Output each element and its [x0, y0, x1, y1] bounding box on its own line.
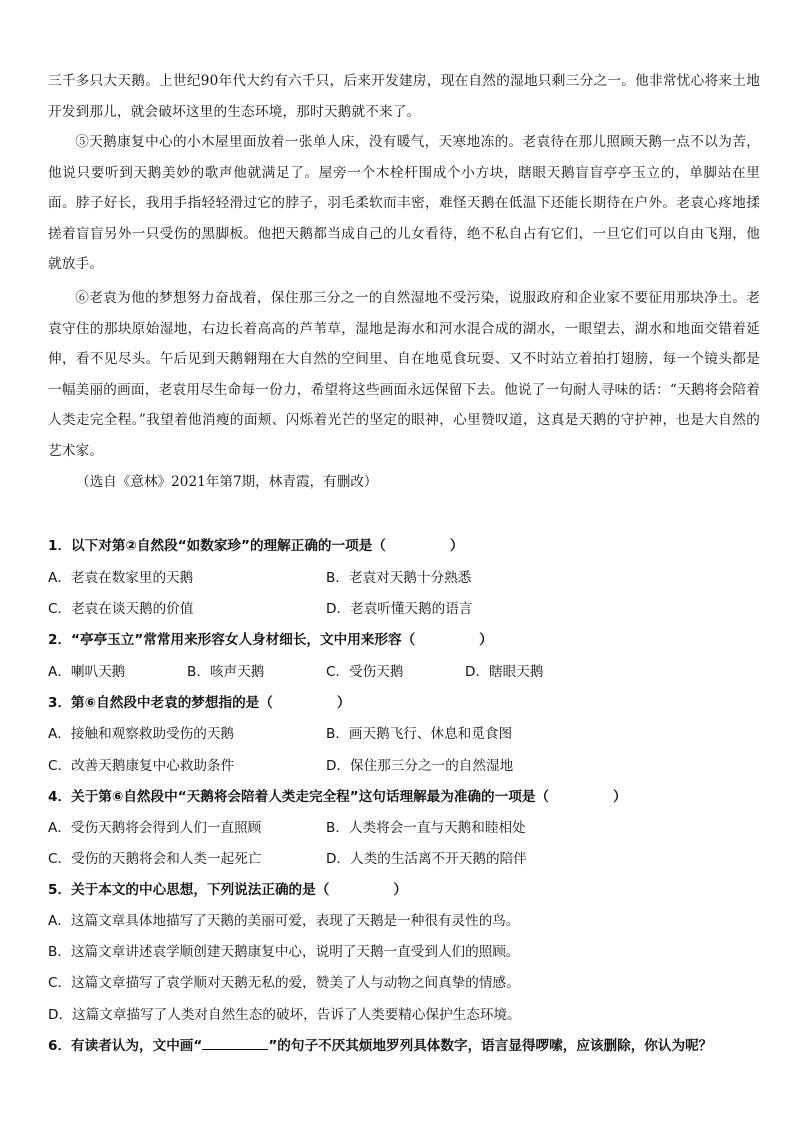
question-1-stem [48, 534, 768, 558]
question-2-option-c[interactable]: C．受伤天鹅 [326, 664, 404, 680]
question-1-option-a[interactable]: A．老袁在数家里的天鹅 [48, 570, 194, 586]
question-1-stem-close: ） [449, 538, 464, 554]
question-5-option-a[interactable]: A．这篇文章具体地描写了天鹅的美丽可爱，表现了天鹅是一种很有灵性的鸟。 [48, 913, 520, 929]
article-paragraph-4-continued: 三千多只大天鹅。上世纪90年代大约有六千只，后来开发建房，现在自然的湿地只剩三分之一。他非常忧心将来土地开发到那儿，就会破坏这里的生态环境，那时天鹅就不来了。 [48, 73, 760, 120]
article-paragraph-6: ⑥老袁为他的梦想努力奋战着，保住那三分之一的自然湿地不受污染，说服政府和企业家不要征用那块净土。老袁守住的那块原始湿地，右边长着高高的芦苇草，湿地是海水和河水混合成的湖水，一眼望去，湖水和地面交错着延伸，看不见尽头。午后见到天鹅翱翔在大自然的空间里、自在地觅食玩耍、又不时站立着拍打翅膀，每一个镜头都是一幅美丽的画面，老袁用尽生命每一份力，希望将这些画面永远保留下去。他说了一句耐人寻味的话：“天鹅将会陪着人类走完全程。”我望着他消瘦的面颊、闪烁着光芒的坚定的眼神，心里赞叹道，这真是天鹅的守护神，也是大自然的艺术家。 [48, 290, 760, 459]
article-paragraph-5: ⑤天鹅康复中心的小木屋里面放着一张单人床，没有暖气，天寒地冻的。老袁待在那儿照顾天鹅一点不以为苦，他说只要听到天鹅美妙的歌声他就满足了。屋旁一个木栓杆围成个小方块，瞎眼天鹅盲盲亭亭玉立的，单脚站在里面。脖子好长，我用手指轻轻滑过它的脖子，羽毛柔软而丰密，难怪天鹅在低温下还能长期待在户外。老袁心疼地揉搓着盲盲另外一只受伤的黑脚板。他把天鹅都当成自己的儿女看待，绝不私自占有它们，一旦它们可以自由飞翔，他就放手。 [48, 134, 760, 272]
question-5-option-b[interactable]: B．这篇文章讲述袁学顺创建天鹅康复中心，说明了天鹅一直受到人们的照顾。 [48, 944, 520, 960]
question-5-stem [48, 878, 768, 902]
question-3-option-b[interactable]: B．画天鹅飞行、休息和觅食图 [326, 726, 513, 742]
question-5-option-c[interactable]: C．这篇文章描写了袁学顺对天鹅无私的爱，赞美了人与动物之间真挚的情感。 [48, 975, 520, 991]
article-source: （选自《意林》2021年第7期，林青霞，有删改） [76, 474, 378, 490]
question-1-option-d[interactable]: D．老袁听懂天鹅的语言 [326, 601, 473, 617]
question-4-option-c[interactable]: C．受伤的天鹅将会和人类一起死亡 [48, 851, 262, 867]
question-4-option-a[interactable]: A．受伤天鹅将会得到人们一直照顾 [48, 820, 262, 836]
question-3-option-a[interactable]: A．接触和观察救助受伤的天鹅 [48, 726, 235, 742]
question-4-stem-text: 4．关于第⑥自然段中“天鹅将会陪着人类走完全程”这句话理解最为准确的一项是（ [48, 789, 550, 805]
question-1-option-b[interactable]: B．老袁对天鹅十分熟悉 [326, 570, 472, 586]
question-6-stem-rest: ”的句子不厌其烦地罗列具体数字，语言显得啰嗦，应该删除，你认为呢？ [268, 1038, 713, 1054]
question-2-stem-close: ） [479, 632, 493, 648]
question-6-stem-text: 6．有读者认为，文中画“ [48, 1038, 203, 1054]
question-1-stem-text: 1．以下对第②自然段“如数家珍”的理解正确的一项是（ [48, 538, 386, 554]
question-5-option-d[interactable]: D．这篇文章描写了人类对自然生态的破坏，告诉了人类要精心保护生态环境。 [48, 1007, 521, 1023]
underline-marker [202, 1037, 268, 1050]
question-3-stem-text: 3．第⑥自然段中老袁的梦想指的是（ [48, 695, 273, 711]
question-2-stem [48, 628, 768, 652]
question-2-stem-text: 2．“亭亭玉立”常常用来形容女人身材细长，文中用来形容（ [48, 632, 416, 648]
question-4-option-d[interactable]: D．人类的生活离不开天鹅的陪伴 [326, 851, 527, 867]
question-3-stem-close: ） [336, 695, 351, 711]
question-3-stem [48, 691, 768, 715]
question-5-stem-text: 5．关于本文的中心思想，下列说法正确的是（ [48, 882, 330, 898]
question-3-option-d[interactable]: D．保住那三分之一的自然湿地 [326, 758, 514, 774]
question-4-stem [48, 785, 768, 809]
question-2-option-b[interactable]: B．咳声天鹅 [187, 664, 265, 680]
question-5-stem-close: ） [393, 882, 407, 898]
question-3-option-c[interactable]: C．改善天鹅康复中心救助条件 [48, 758, 235, 774]
question-6-stem [48, 1034, 768, 1058]
question-4-option-b[interactable]: B．人类将会一直与天鹅和睦相处 [326, 820, 526, 836]
question-1-option-c[interactable]: C．老袁在谈天鹅的价值 [48, 601, 194, 617]
question-2-option-d[interactable]: D．瞎眼天鹅 [465, 664, 544, 680]
question-4-stem-close: ） [613, 789, 627, 805]
question-2-option-a[interactable]: A．喇叭天鹅 [48, 664, 126, 680]
